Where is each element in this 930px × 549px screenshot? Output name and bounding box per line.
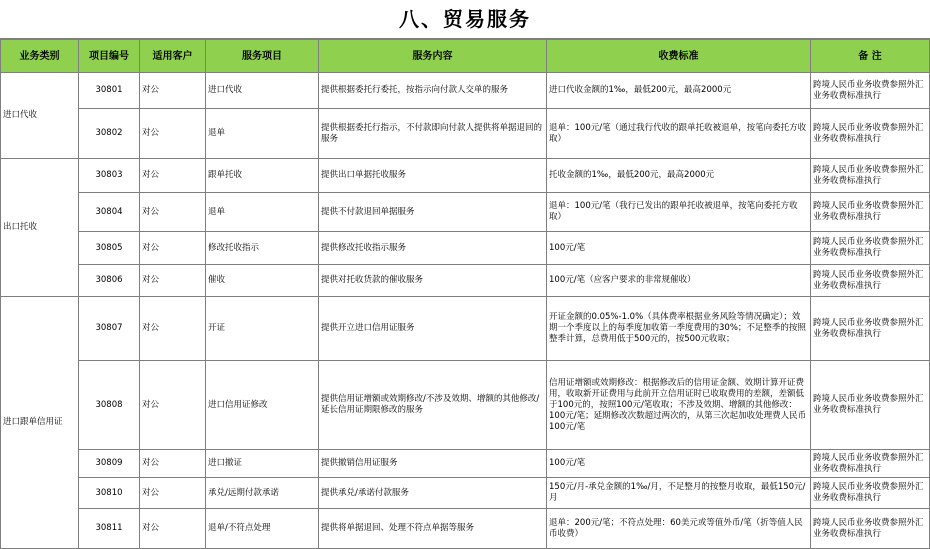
content-cell: 提供将单据退回、处理不符点单据等服务 [319, 509, 547, 549]
fee-cell: 进口代收金额的1‰，最低200元，最高2000元 [547, 73, 811, 109]
table-row [1, 193, 930, 232]
note-cell: 跨境人民币业务收费参照外汇业务收费标准执行 [811, 73, 930, 109]
table-row [1, 509, 930, 549]
fee-cell: 100元/笔 [547, 450, 811, 478]
table-row [1, 109, 930, 159]
item-cell: 修改托收指示 [206, 232, 319, 265]
code-cell: 30801 [79, 73, 140, 109]
item-cell: 开证 [206, 297, 319, 361]
content-cell: 提供出口单据托收服务 [319, 159, 547, 193]
code-cell: 30803 [79, 159, 140, 193]
fee-cell: 150元/月-承兑金额的1‰/月，不足整月的按整月收取，最低150元/月 [547, 478, 811, 509]
category-cell: 出口托收 [1, 159, 79, 297]
category-cell: 进口代收 [1, 73, 79, 159]
client-cell: 对公 [140, 109, 206, 159]
header-item: 服务项目 [206, 40, 319, 73]
header-content: 服务内容 [319, 40, 547, 73]
fee-cell: 托收金额的1‰，最低200元，最高2000元 [547, 159, 811, 193]
note-cell: 跨境人民币业务收费参照外汇业务收费标准执行 [811, 265, 930, 297]
client-cell: 对公 [140, 297, 206, 361]
page-title: 八、贸易服务 [0, 0, 930, 39]
content-cell: 提供根据委托行委托，按指示向付款人交单的服务 [319, 73, 547, 109]
fee-cell: 100元/笔 [547, 232, 811, 265]
client-cell: 对公 [140, 232, 206, 265]
client-cell: 对公 [140, 265, 206, 297]
header-code: 项目编号 [79, 40, 140, 73]
content-cell: 提供对托收货款的催收服务 [319, 265, 547, 297]
code-cell: 30810 [79, 478, 140, 509]
item-cell: 进口代收 [206, 73, 319, 109]
table-header-row [1, 40, 930, 73]
item-cell: 承兑/远期付款承诺 [206, 478, 319, 509]
code-cell: 30804 [79, 193, 140, 232]
table-row [1, 450, 930, 478]
content-cell: 提供根据委托行指示，不付款即向付款人提供将单据退回的服务 [319, 109, 547, 159]
item-cell: 退单 [206, 193, 319, 232]
content-cell: 提供撤销信用证服务 [319, 450, 547, 478]
fee-cell: 退单：100元/笔（通过我行代收的跟单托收被退单，按笔向委托方收取） [547, 109, 811, 159]
table-row [1, 297, 930, 361]
fee-cell: 100元/笔（应客户要求的非常规催收） [547, 265, 811, 297]
item-cell: 跟单托收 [206, 159, 319, 193]
note-cell: 跨境人民币业务收费参照外汇业务收费标准执行 [811, 478, 930, 509]
item-cell: 退单 [206, 109, 319, 159]
client-cell: 对公 [140, 478, 206, 509]
item-cell: 进口信用证修改 [206, 361, 319, 450]
category-cell: 进口跟单信用证 [1, 297, 79, 549]
content-cell: 提供承兑/承诺付款服务 [319, 478, 547, 509]
content-cell: 提供开立进口信用证服务 [319, 297, 547, 361]
content-cell: 提供不付款退回单据服务 [319, 193, 547, 232]
note-cell: 跨境人民币业务收费参照外汇业务收费标准执行 [811, 159, 930, 193]
header-fee: 收费标准 [547, 40, 811, 73]
item-cell: 进口撤证 [206, 450, 319, 478]
note-cell: 跨境人民币业务收费参照外汇业务收费标准执行 [811, 361, 930, 450]
content-cell: 提供信用证增额或效期修改/不涉及效期、增额的其他修改/延长信用证期限修改的服务 [319, 361, 547, 450]
fee-cell: 退单：200元/笔；不符点处理：60美元或等值外币/笔（折等值人民币收费） [547, 509, 811, 549]
fee-cell: 退单：100元/笔（我行已发出的跟单托收被退单，按笔向委托方收取） [547, 193, 811, 232]
note-cell: 跨境人民币业务收费参照外汇业务收费标准执行 [811, 297, 930, 361]
code-cell: 30808 [79, 361, 140, 450]
header-category: 业务类别 [1, 40, 79, 73]
fee-cell: 信用证增额或效期修改：根据修改后的信用证金额、效期计算开证费用，收取新开证费用与此前开立信用证时已收取费用的差额，差额低于100元的，按照100元/笔收取；不涉及效期、增额的其他修改：100元/笔；延期修改次数超过两次的，从第三次起加收处理费人民币100元/笔 [547, 361, 811, 450]
code-cell: 30805 [79, 232, 140, 265]
note-cell: 跨境人民币业务收费参照外汇业务收费标准执行 [811, 232, 930, 265]
client-cell: 对公 [140, 193, 206, 232]
table-row [1, 73, 930, 109]
table-row [1, 265, 930, 297]
client-cell: 对公 [140, 361, 206, 450]
code-cell: 30802 [79, 109, 140, 159]
table-row [1, 361, 930, 450]
item-cell: 催收 [206, 265, 319, 297]
header-client: 适用客户 [140, 40, 206, 73]
client-cell: 对公 [140, 450, 206, 478]
note-cell: 跨境人民币业务收费参照外汇业务收费标准执行 [811, 509, 930, 549]
trade-services-fee-table [0, 39, 930, 549]
fee-cell: 开证金额的0.05%-1.0%（具体费率根据业务风险等情况确定）；效期一个季度以上的每季度加收第一季度费用的30%；不足整季的按照整季计算，总费用低于500元的，按500元收取； [547, 297, 811, 361]
table-row [1, 159, 930, 193]
header-note: 备 注 [811, 40, 930, 73]
content-cell: 提供修改托收指示服务 [319, 232, 547, 265]
code-cell: 30807 [79, 297, 140, 361]
client-cell: 对公 [140, 73, 206, 109]
note-cell: 跨境人民币业务收费参照外汇业务收费标准执行 [811, 109, 930, 159]
table-row [1, 478, 930, 509]
item-cell: 退单/不符点处理 [206, 509, 319, 549]
client-cell: 对公 [140, 159, 206, 193]
code-cell: 30811 [79, 509, 140, 549]
code-cell: 30809 [79, 450, 140, 478]
client-cell: 对公 [140, 509, 206, 549]
table-row [1, 232, 930, 265]
code-cell: 30806 [79, 265, 140, 297]
note-cell: 跨境人民币业务收费参照外汇业务收费标准执行 [811, 193, 930, 232]
note-cell: 跨境人民币业务收费参照外汇业务收费标准执行 [811, 450, 930, 478]
